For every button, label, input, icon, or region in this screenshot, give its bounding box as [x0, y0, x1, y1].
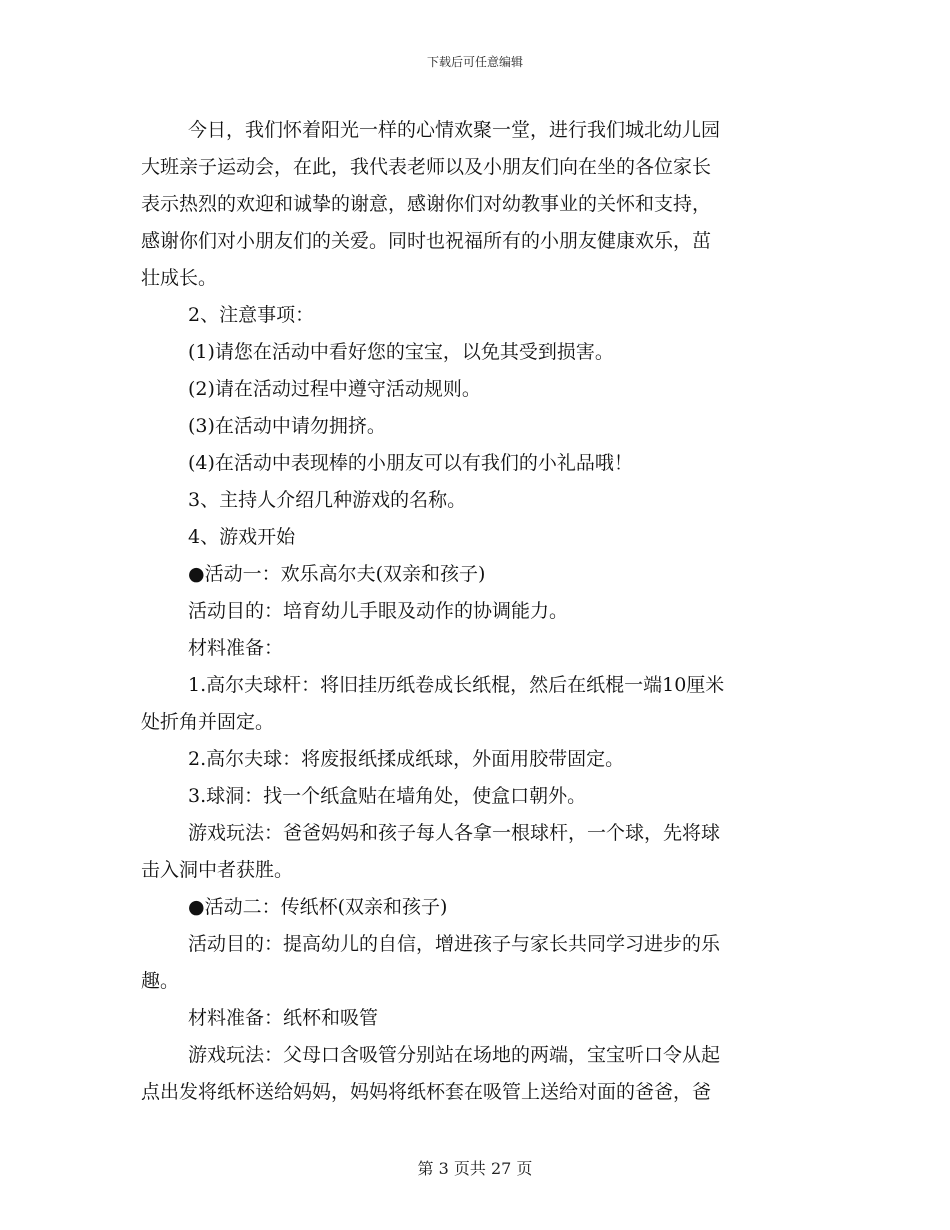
text-line: 活动目的：提高幼儿的自信，增进孩子与家长共同学习进步的乐: [188, 933, 721, 955]
document-body: [141, 112, 809, 1111]
text-line: 感谢你们对小朋友们的关爱。同时也祝福所有的小朋友健康欢乐，茁: [141, 230, 712, 252]
text-line: 活动目的：培育幼儿手眼及动作的协调能力。: [188, 600, 569, 622]
page-footer: 第 3 页共 27 页: [417, 1159, 533, 1178]
text-line: 趣。: [141, 970, 180, 992]
text-line: 游戏玩法：爸爸妈妈和孩子每人各拿一根球杆，一个球，先将球: [188, 822, 721, 844]
text-line: 处折角并固定。: [141, 711, 275, 733]
text-line: (1)请您在活动中看好您的宝宝，以免其受到损害。: [188, 341, 614, 363]
text-line: 4、游戏开始: [188, 526, 296, 548]
text-line: 2、注意事项：: [188, 304, 315, 326]
text-line: 今日，我们怀着阳光一样的心情欢聚一堂，进行我们城北幼儿园: [188, 119, 721, 141]
text-line: (3)在活动中请勿拥挤。: [188, 415, 386, 437]
text-line: (2)请在活动过程中遵守活动规则。: [188, 378, 481, 400]
text-line: 3、主持人介绍几种游戏的名称。: [188, 489, 467, 511]
text-line: 材料准备：纸杯和吸管: [188, 1007, 379, 1029]
text-line: 游戏玩法：父母口含吸管分别站在场地的两端，宝宝听口令从起: [188, 1044, 721, 1066]
text-line: 1.高尔夫球杆：将旧挂历纸卷成长纸棍，然后在纸棍一端10厘米: [188, 674, 725, 696]
text-line: 3.球洞：找一个纸盒贴在墙角处，使盒口朝外。: [188, 785, 587, 807]
text-line: ●活动一：欢乐高尔夫(双亲和孩子): [188, 563, 486, 585]
text-line: 材料准备：: [188, 637, 284, 659]
page-header: 下载后可任意编辑: [426, 55, 523, 69]
text-line: 击入洞中者获胜。: [141, 859, 294, 881]
text-line: 表示热烈的欢迎和诚挚的谢意，感谢你们对幼教事业的关怀和支持，: [141, 193, 712, 215]
text-line: 壮成长。: [141, 267, 218, 289]
text-line: 2.高尔夫球：将废报纸揉成纸球，外面用胶带固定。: [188, 748, 625, 770]
text-line: (4)在活动中表现棒的小朋友可以有我们的小礼品哦！: [188, 452, 633, 474]
text-line: ●活动二：传纸杯(双亲和孩子): [188, 896, 448, 918]
text-line: 大班亲子运动会，在此，我代表老师以及小朋友们向在坐的各位家长: [141, 156, 712, 178]
text-line: 点出发将纸杯送给妈妈，妈妈将纸杯套在吸管上送给对面的爸爸，爸: [141, 1081, 712, 1103]
